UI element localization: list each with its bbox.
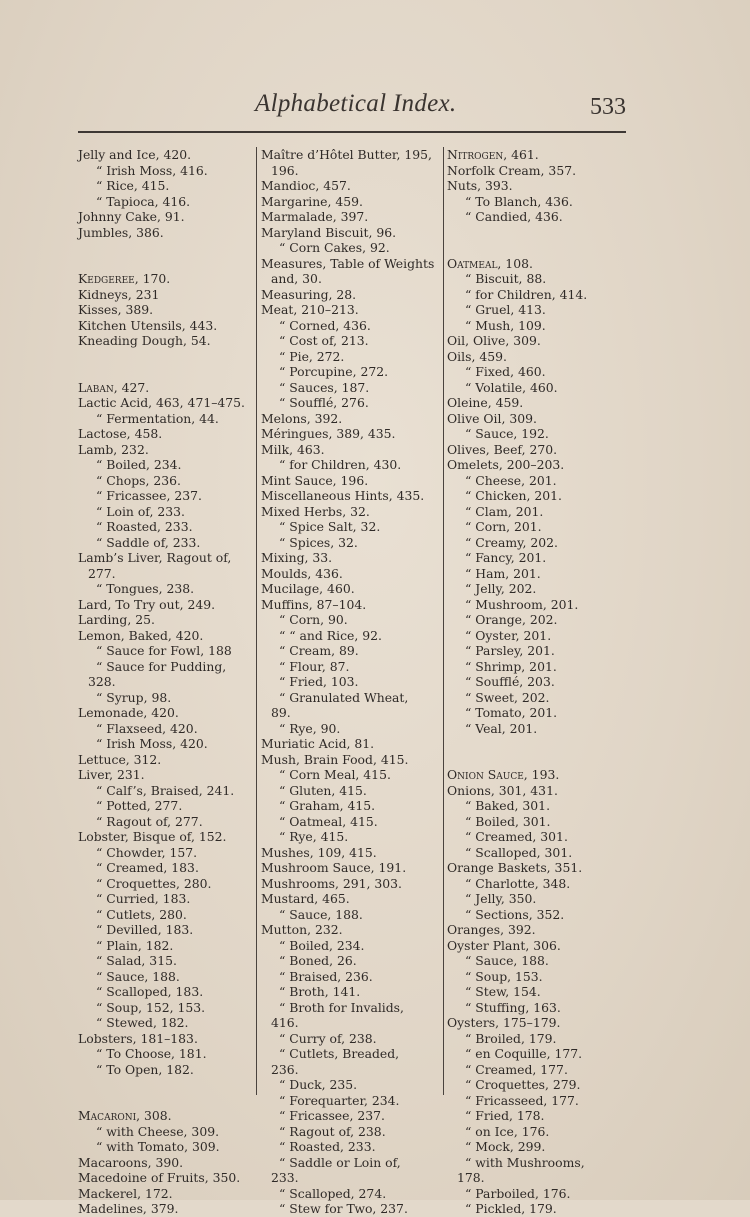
- index-entry: “ en Coquille, 177.: [465, 1046, 583, 1061]
- index-entry: “ Chicken, 201.: [465, 488, 562, 503]
- index-entry: “ Tapioca, 416.: [96, 193, 191, 209]
- index-entry: “ Creamy, 202.: [465, 534, 558, 550]
- index-entry: “ Corn, 90.: [279, 612, 348, 627]
- index-entry: “ Stewed, 182.: [96, 1015, 189, 1030]
- header-rule: [78, 131, 626, 133]
- index-entry: “ Broth, 141.: [279, 984, 361, 999]
- index-entry: “ Boiled, 301.: [465, 813, 551, 829]
- index-entry: Melons, 392.: [261, 410, 343, 426]
- index-entry: Mutton, 232.: [261, 922, 343, 937]
- index-entry: “ Stew, 154.: [465, 984, 541, 999]
- index-entry: Lobsters, 181–183.: [78, 1030, 198, 1046]
- index-entry: “ Fricassee, 237.: [96, 488, 202, 503]
- blank-line: [447, 240, 627, 256]
- index-entry: Kisses, 389.: [78, 302, 154, 317]
- index-entry: “ Oatmeal, 415.: [279, 813, 378, 829]
- index-entry: “ Irish Moss, 416.: [96, 162, 208, 178]
- index-entry: “ Veal, 201.: [465, 720, 538, 736]
- index-entry: “ Curried, 183.: [96, 891, 191, 906]
- index-entry: Mushrooms, 291, 303.: [261, 875, 402, 891]
- index-entry: Mint Sauce, 196.: [261, 472, 369, 488]
- index-entry: “ Fricassee, 237.: [279, 1108, 385, 1123]
- index-entry: “ Creamed, 301.: [465, 829, 568, 844]
- index-entry: “ Soup, 153.: [465, 968, 543, 984]
- blank-line: [78, 364, 253, 380]
- blank-line: [78, 1077, 253, 1093]
- index-entry: “ Baked, 301.: [465, 798, 551, 813]
- index-entry: Lamb’s Liver, Ragout of,: [78, 550, 232, 565]
- index-entry: “ “ and Rice, 92.: [279, 627, 382, 643]
- index-entry: Larding, 25.: [78, 612, 155, 627]
- index-entry: “ Cheese, 201.: [465, 472, 557, 488]
- index-entry: “ Sauce, 188.: [465, 953, 549, 968]
- index-entry: “ Sauce, 188.: [279, 906, 363, 922]
- index-entry: “ Potted, 277.: [96, 798, 183, 813]
- index-entry: Lemonade, 420.: [78, 705, 179, 720]
- index-entry: “ Sauce, 192.: [465, 426, 549, 441]
- index-entry: “ Jelly, 202.: [465, 581, 537, 596]
- index-entry: Lobster, Bisque of, 152.: [78, 829, 227, 844]
- index-entry: “ Gluten, 415.: [279, 782, 367, 798]
- index-entry: Kedgeree, 170.: [78, 271, 171, 286]
- index-entry: 178.: [457, 1170, 485, 1185]
- index-entry: Lard, To Try out, 249.: [78, 596, 216, 612]
- index-entry: “ Soup, 152, 153.: [96, 999, 206, 1015]
- index-entry: Mush, Brain Food, 415.: [261, 751, 409, 767]
- index-entry: “ Sauces, 187.: [279, 379, 370, 395]
- index-entry: “ Sauce, 188.: [96, 968, 180, 984]
- index-entry: Miscellaneous Hints, 435.: [261, 488, 425, 503]
- index-entry: “ Sweet, 202.: [465, 689, 550, 705]
- index-entry: “ Mushroom, 201.: [465, 596, 579, 612]
- index-entry: Mushes, 109, 415.: [261, 844, 377, 860]
- index-entry: “ Clam, 201.: [465, 503, 544, 519]
- index-entry: “ Syrup, 98.: [96, 689, 172, 705]
- index-entry: “ for Children, 414.: [465, 286, 588, 302]
- index-entry: Oatmeal, 108.: [447, 255, 533, 271]
- index-entry: “ Soufflé, 276.: [279, 395, 369, 410]
- index-entry: “ Tomato, 201.: [465, 705, 558, 720]
- index-entry: “ Orange, 202.: [465, 612, 558, 627]
- index-entry: “ Saddle of, 233.: [96, 534, 201, 550]
- index-entry: “ Cream, 89.: [279, 643, 359, 658]
- index-entry: “ Curry of, 238.: [279, 1030, 377, 1046]
- index-entry: “ Tongues, 238.: [96, 581, 195, 596]
- index-entry: “ Stuffing, 163.: [465, 999, 561, 1015]
- running-header-title: Alphabetical Index.: [255, 90, 457, 117]
- index-entry: Olive Oil, 309.: [447, 410, 537, 426]
- index-entry: “ Braised, 236.: [279, 968, 373, 984]
- index-entry: Onions, 301, 431.: [447, 782, 558, 798]
- index-entry: “ Porcupine, 272.: [279, 364, 389, 379]
- index-entry: “ Rye, 90.: [279, 720, 341, 736]
- index-entry: Oleine, 459.: [447, 395, 524, 410]
- index-entry: “ Broth for Invalids,: [279, 999, 404, 1015]
- index-entry: “ Creamed, 183.: [96, 860, 199, 875]
- index-entry: “ Salad, 315.: [96, 953, 177, 968]
- index-entry: Lactose, 458.: [78, 426, 163, 441]
- index-entry: “ Irish Moss, 420.: [96, 736, 208, 751]
- index-entry: “ Croquettes, 280.: [96, 875, 212, 891]
- column-divider: [443, 147, 444, 1095]
- index-entry: Macedoine of Fruits, 350.: [78, 1170, 241, 1185]
- index-entry: “ Creamed, 177.: [465, 1061, 568, 1077]
- index-entry: “ Parboiled, 176.: [465, 1185, 571, 1201]
- index-entry: Mushroom Sauce, 191.: [261, 860, 407, 875]
- index-entry: Jelly and Ice, 420.: [78, 147, 192, 162]
- index-entry: Kidneys, 231: [78, 286, 160, 302]
- index-entry: “ Oyster, 201.: [465, 627, 552, 643]
- index-entry: Nitrogen, 461.: [447, 147, 539, 162]
- index-entry: “ Fried, 178.: [465, 1108, 545, 1123]
- index-entry: “ Cost of, 213.: [279, 333, 369, 348]
- index-column-3: [447, 147, 627, 1217]
- page-number: 533: [590, 94, 626, 120]
- blank-line: [78, 240, 253, 256]
- index-entry: “ Boiled, 234.: [96, 457, 182, 472]
- index-entry: Laban, 427.: [78, 379, 150, 395]
- index-entry: Lactic Acid, 463, 471–475.: [78, 395, 245, 410]
- index-entry: Méringues, 389, 435.: [261, 426, 396, 441]
- index-entry: “ Soufflé, 203.: [465, 674, 555, 689]
- index-entry: “ Roasted, 233.: [96, 519, 193, 534]
- index-entry: Olives, Beef, 270.: [447, 441, 558, 457]
- index-entry: “ Ragout of, 277.: [96, 813, 203, 829]
- index-entry: “ Granulated Wheat,: [279, 689, 409, 705]
- index-entry: “ Charlotte, 348.: [465, 875, 571, 891]
- index-entry: Lettuce, 312.: [78, 751, 162, 767]
- index-entry: “ Ham, 201.: [465, 565, 541, 581]
- index-entry: “ Corn, 201.: [465, 519, 542, 534]
- index-entry: “ Stew for Two, 237.: [279, 1201, 408, 1216]
- index-entry: Omelets, 200–203.: [447, 457, 565, 472]
- index-entry: Madelines, 379.: [78, 1201, 179, 1216]
- index-entry: “ Boned, 26.: [279, 953, 357, 968]
- index-entry: “ To Open, 182.: [96, 1061, 194, 1077]
- index-entry: “ Fricasseed, 177.: [465, 1092, 579, 1108]
- index-entry: “ for Children, 430.: [279, 457, 402, 472]
- index-entry: “ Gruel, 413.: [465, 302, 546, 317]
- index-entry: “ Flour, 87.: [279, 658, 350, 674]
- index-entry: 89.: [271, 705, 291, 720]
- index-entry: “ Loin of, 233.: [96, 503, 185, 519]
- index-entry: “ Chowder, 157.: [96, 844, 198, 860]
- index-column-1: [78, 147, 253, 1217]
- index-entry: Johnny Cake, 91.: [78, 209, 185, 224]
- index-entry: Milk, 463.: [261, 441, 325, 457]
- index-entry: “ Corn Meal, 415.: [279, 767, 391, 782]
- blank-line: [78, 256, 253, 272]
- index-entry: “ Ragout of, 238.: [279, 1123, 386, 1139]
- column-divider: [256, 147, 257, 1095]
- index-entry: “ Scalloped, 183.: [96, 984, 204, 999]
- index-entry: Mixed Herbs, 32.: [261, 503, 370, 519]
- index-entry: “ Graham, 415.: [279, 798, 376, 813]
- index-entry: 236.: [271, 1061, 299, 1077]
- index-entry: “ with Cheese, 309.: [96, 1123, 220, 1139]
- index-entry: Measures, Table of Weights: [261, 255, 435, 271]
- index-entry: “ Devilled, 183.: [96, 922, 194, 937]
- index-entry: “ Volatile, 460.: [465, 379, 558, 395]
- index-entry: Mackerel, 172.: [78, 1185, 173, 1201]
- index-entry: 277.: [88, 565, 116, 581]
- index-entry: Kneading Dough, 54.: [78, 333, 211, 348]
- index-entry: Lemon, Baked, 420.: [78, 627, 204, 643]
- index-entry: Muffins, 87–104.: [261, 596, 367, 612]
- index-entry: “ Spice Salt, 32.: [279, 519, 381, 534]
- index-entry: “ with Tomato, 309.: [96, 1139, 220, 1154]
- index-entry: “ To Choose, 181.: [96, 1046, 207, 1061]
- index-entry: Liver, 231.: [78, 767, 145, 782]
- index-entry: “ Roasted, 233.: [279, 1139, 376, 1154]
- index-entry: Macaroni, 308.: [78, 1108, 172, 1123]
- index-entry: “ Duck, 235.: [279, 1077, 358, 1092]
- index-entry: “ Sauce for Fowl, 188: [96, 643, 232, 658]
- index-entry: Oil, Olive, 309.: [447, 333, 541, 348]
- index-entry: “ Croquettes, 279.: [465, 1077, 581, 1092]
- index-entry: “ Broiled, 179.: [465, 1030, 557, 1046]
- index-entry: “ Mock, 299.: [465, 1139, 546, 1154]
- index-entry: “ Fermentation, 44.: [96, 410, 219, 426]
- index-entry: “ Pie, 272.: [279, 348, 345, 364]
- index-entry: “ To Blanch, 436.: [465, 193, 573, 209]
- index-entry: Mustard, 465.: [261, 891, 350, 906]
- index-entry: “ Chops, 236.: [96, 472, 181, 488]
- index-entry: Oranges, 392.: [447, 922, 536, 937]
- index-entry: “ Sections, 352.: [465, 906, 565, 922]
- index-entry: Nuts, 393.: [447, 178, 513, 193]
- index-entry: “ Jelly, 350.: [465, 891, 537, 906]
- index-entry: “ with Mushrooms,: [465, 1154, 585, 1170]
- index-entry: “ Corn Cakes, 92.: [279, 240, 390, 255]
- index-entry: “ Shrimp, 201.: [465, 658, 557, 674]
- index-entry: Muriatic Acid, 81.: [261, 736, 375, 751]
- index-entry: “ Fixed, 460.: [465, 364, 546, 379]
- blank-line: [447, 736, 627, 752]
- index-entry: Meat, 210–213.: [261, 302, 359, 317]
- index-entry: “ Spices, 32.: [279, 534, 358, 550]
- index-entry: “ Fried, 103.: [279, 674, 359, 689]
- index-entry: “ Scalloped, 301.: [465, 844, 573, 860]
- index-entry: Maryland Biscuit, 96.: [261, 224, 397, 240]
- index-entry: “ Cutlets, 280.: [96, 906, 187, 922]
- index-entry: 233.: [271, 1170, 299, 1185]
- index-entry: Moulds, 436.: [261, 565, 343, 581]
- index-entry: Margarine, 459.: [261, 193, 363, 209]
- index-entry: Jumbles, 386.: [78, 224, 164, 240]
- index-entry: “ Sauce for Pudding,: [96, 658, 227, 674]
- index-entry: Macaroons, 390.: [78, 1154, 184, 1170]
- index-entry: Mandioc, 457.: [261, 178, 351, 193]
- index-entry: Oysters, 175–179.: [447, 1015, 561, 1030]
- index-entry: “ Mush, 109.: [465, 317, 546, 333]
- index-entry: “ on Ice, 176.: [465, 1123, 550, 1139]
- blank-line: [78, 1093, 253, 1109]
- blank-line: [78, 349, 253, 365]
- index-entry: “ Forequarter, 234.: [279, 1092, 400, 1108]
- index-entry: Norfolk Cream, 357.: [447, 162, 577, 178]
- index-entry: Mucilage, 460.: [261, 581, 355, 596]
- index-entry: Oils, 459.: [447, 348, 507, 364]
- index-entry: 328.: [88, 674, 116, 689]
- index-entry: “ Plain, 182.: [96, 937, 174, 953]
- index-entry: Oyster Plant, 306.: [447, 937, 561, 953]
- index-entry: Mixing, 33.: [261, 550, 333, 565]
- index-entry: Measuring, 28.: [261, 286, 357, 302]
- index-entry: “ Boiled, 234.: [279, 937, 365, 953]
- index-entry: and, 30.: [271, 271, 322, 286]
- index-entry: “ Flaxseed, 420.: [96, 720, 198, 736]
- index-entry: “ Biscuit, 88.: [465, 271, 547, 286]
- index-entry: Marmalade, 397.: [261, 209, 369, 224]
- index-entry: Orange Baskets, 351.: [447, 860, 583, 875]
- index-entry: Onion Sauce, 193.: [447, 767, 560, 782]
- index-entry: “ Saddle or Loin of,: [279, 1154, 401, 1170]
- index-entry: “ Scalloped, 274.: [279, 1185, 387, 1201]
- index-entry: 196.: [271, 162, 299, 178]
- index-entry: 416.: [271, 1015, 299, 1030]
- index-entry: “ Corned, 436.: [279, 317, 371, 333]
- index-entry: “ Fancy, 201.: [465, 550, 547, 565]
- index-entry: Kitchen Utensils, 443.: [78, 317, 218, 333]
- blank-line: [447, 752, 627, 768]
- index-entry: “ Rice, 415.: [96, 178, 170, 193]
- index-entry: Maître d’Hôtel Butter, 195,: [261, 147, 432, 162]
- index-entry: “ Rye, 415.: [279, 829, 349, 844]
- index-entry: “ Candied, 436.: [465, 209, 563, 224]
- blank-line: [447, 225, 627, 241]
- index-column-2: [261, 147, 443, 1217]
- index-entry: Lamb, 232.: [78, 441, 149, 457]
- index-entry: “ Calf’s, Braised, 241.: [96, 782, 235, 798]
- index-entry: “ Parsley, 201.: [465, 643, 555, 658]
- index-entry: “ Cutlets, Breaded,: [279, 1046, 400, 1061]
- index-entry: “ Pickled, 179.: [465, 1201, 557, 1216]
